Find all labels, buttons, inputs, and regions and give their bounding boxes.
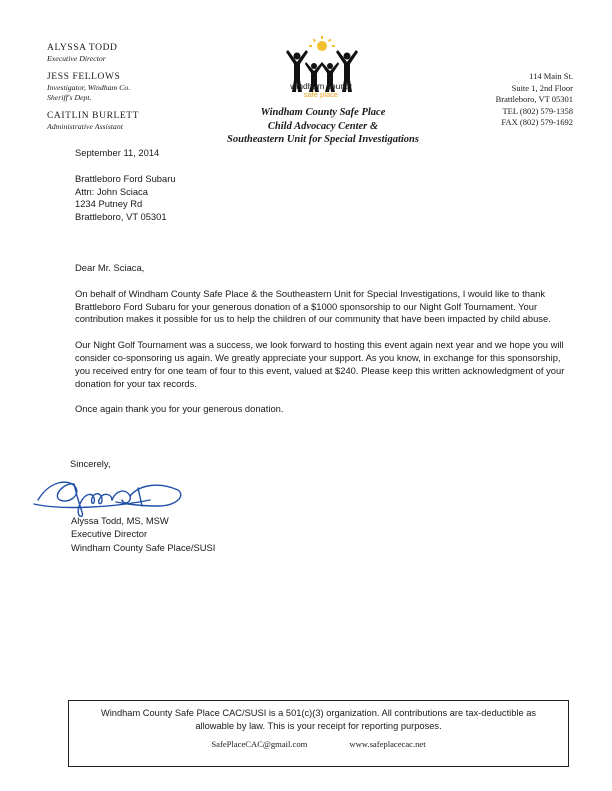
organization-title — [212, 106, 434, 147]
closing: Sincerely, — [70, 458, 111, 469]
recipient-line: 1234 Putney Rd — [75, 198, 143, 210]
staff-role: Investigator, Windham Co. Sheriff's Dept. — [47, 83, 131, 102]
staff-entry — [47, 110, 187, 132]
letter-date: September 11, 2014 — [75, 147, 160, 158]
staff-role: Administrative Assistant — [47, 122, 123, 131]
handwritten-signature-icon — [30, 470, 190, 520]
staff-entry — [47, 71, 187, 103]
org-line: Southeastern Unit for Special Investigations — [227, 134, 419, 145]
address-suite: Suite 1, 2nd Floor — [511, 82, 573, 93]
org-line: Windham County Safe Place — [260, 107, 386, 118]
footer-email[interactable]: SafePlaceCAC@gmail.com — [211, 739, 308, 749]
body-paragraph: Once again thank you for your generous donation. — [75, 403, 284, 415]
staff-entry — [47, 42, 187, 64]
address-city: Brattleboro, VT 05301 — [495, 94, 573, 104]
signer-organization: Windham County Safe Place/SUSI — [71, 541, 216, 553]
address-block — [496, 71, 573, 129]
address-street: 114 Main St. — [529, 71, 573, 81]
signature-block — [71, 514, 215, 554]
salutation: Dear Mr. Sciaca, — [75, 262, 145, 273]
body-paragraph: On behalf of Windham County Safe Place & the Southeastern Unit for Special Investigations, I would like to thank Brattleboro Ford Subaru for your generous donation of a $1000 sponsorship to our Night Golf Tournament. Your contribution makes it possible for us to help the children of our community that have been impacted by child abuse. — [75, 287, 551, 325]
staff-list — [47, 42, 187, 139]
body-paragraph: Our Night Golf Tournament was a success, we look forward to hosting this event again next year and we hope you will consider co-sponsoring us again. We greatly appreciate your support. As you know, in exchange for this sponsorship, you received entry for one team of four to this event, valued at $240. Please keep this written acknowledgment of your donation for your tax records. — [75, 339, 565, 389]
tax-deductible-note: Windham County Safe Place CAC/SUSI is a 501(c)(3) organization. All contributions are tax-deductible as allowable by law. This is your receipt for reporting purposes. — [100, 708, 537, 731]
org-line: Child Advocacy Center & — [267, 120, 379, 132]
address-fax: FAX (802) 579-1692 — [501, 117, 573, 127]
signer-title: Executive Director — [71, 528, 148, 540]
footer-notice — [68, 700, 569, 767]
footer-contacts — [69, 739, 568, 749]
letter-header — [75, 147, 567, 260]
staff-name: CAITLIN BURLETT — [47, 111, 140, 121]
recipient-address — [75, 173, 567, 224]
address-tel: TEL (802) 579-1358 — [502, 105, 573, 116]
recipient-line: Attn: John Sciaca — [75, 185, 148, 197]
recipient-line: Brattleboro, VT 05301 — [75, 211, 167, 223]
logo-subtitle: safe place — [303, 90, 339, 99]
staff-name: JESS FELLOWS — [47, 72, 121, 82]
staff-role: Executive Director — [47, 54, 106, 63]
footer-website[interactable]: www.safeplacecac.net — [349, 739, 426, 749]
letter-body — [75, 262, 567, 429]
logo-name: windham county — [290, 81, 352, 91]
staff-name: ALYSSA TODD — [47, 43, 118, 53]
recipient-line: Brattleboro Ford Subaru — [75, 172, 176, 184]
signer-name: Alyssa Todd, MS, MSW — [71, 515, 169, 526]
